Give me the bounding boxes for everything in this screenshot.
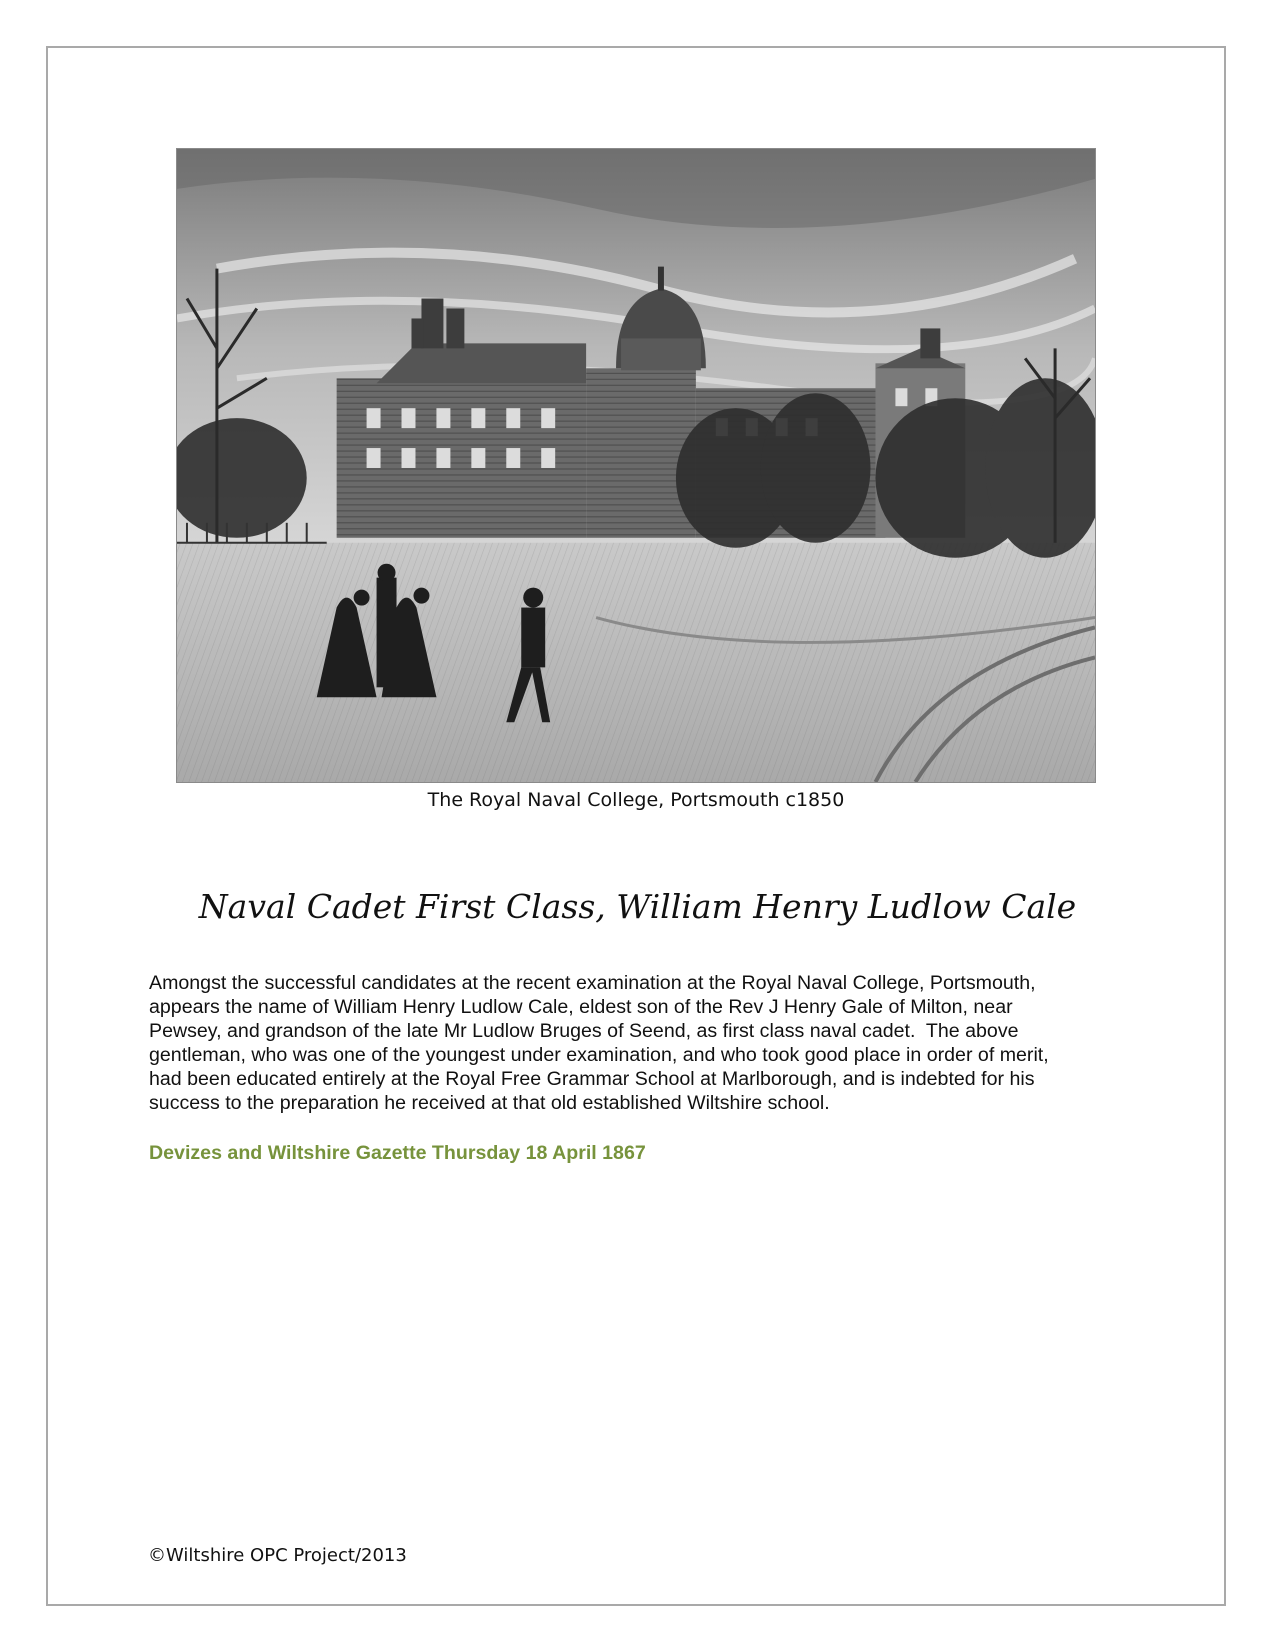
figure-caption: The Royal Naval College, Portsmouth c1850 [427,789,845,811]
article-body-line: gentleman, who was one of the youngest under examination, and who took good place in order of merit, [149,1044,1049,1066]
royal-naval-college-engraving [176,148,1096,783]
article-body [149,971,1117,1115]
article-title: Naval Cadet First Class, William Henry Ludlow Cale [198,887,1077,926]
source-citation: Devizes and Wiltshire Gazette Thursday 18 April 1867 [149,1142,646,1164]
article-body-line: had been educated entirely at the Royal Free Grammar School at Marlborough, and is indebted for his [149,1068,1035,1090]
article-body-line: success to the preparation he received at that old established Wiltshire school. [149,1092,830,1114]
copyright-footer: ©Wiltshire OPC Project/2013 [148,1545,407,1566]
article-body-line: Amongst the successful candidates at the recent examination at the Royal Naval College, Portsmouth, [149,972,1036,994]
article-body-line: appears the name of William Henry Ludlow Cale, eldest son of the Rev J Henry Gale of Milton, near [149,996,1013,1018]
article-body-line: Pewsey, and grandson of the late Mr Ludlow Bruges of Seend, as first class naval cadet. The above [149,1020,1019,1042]
